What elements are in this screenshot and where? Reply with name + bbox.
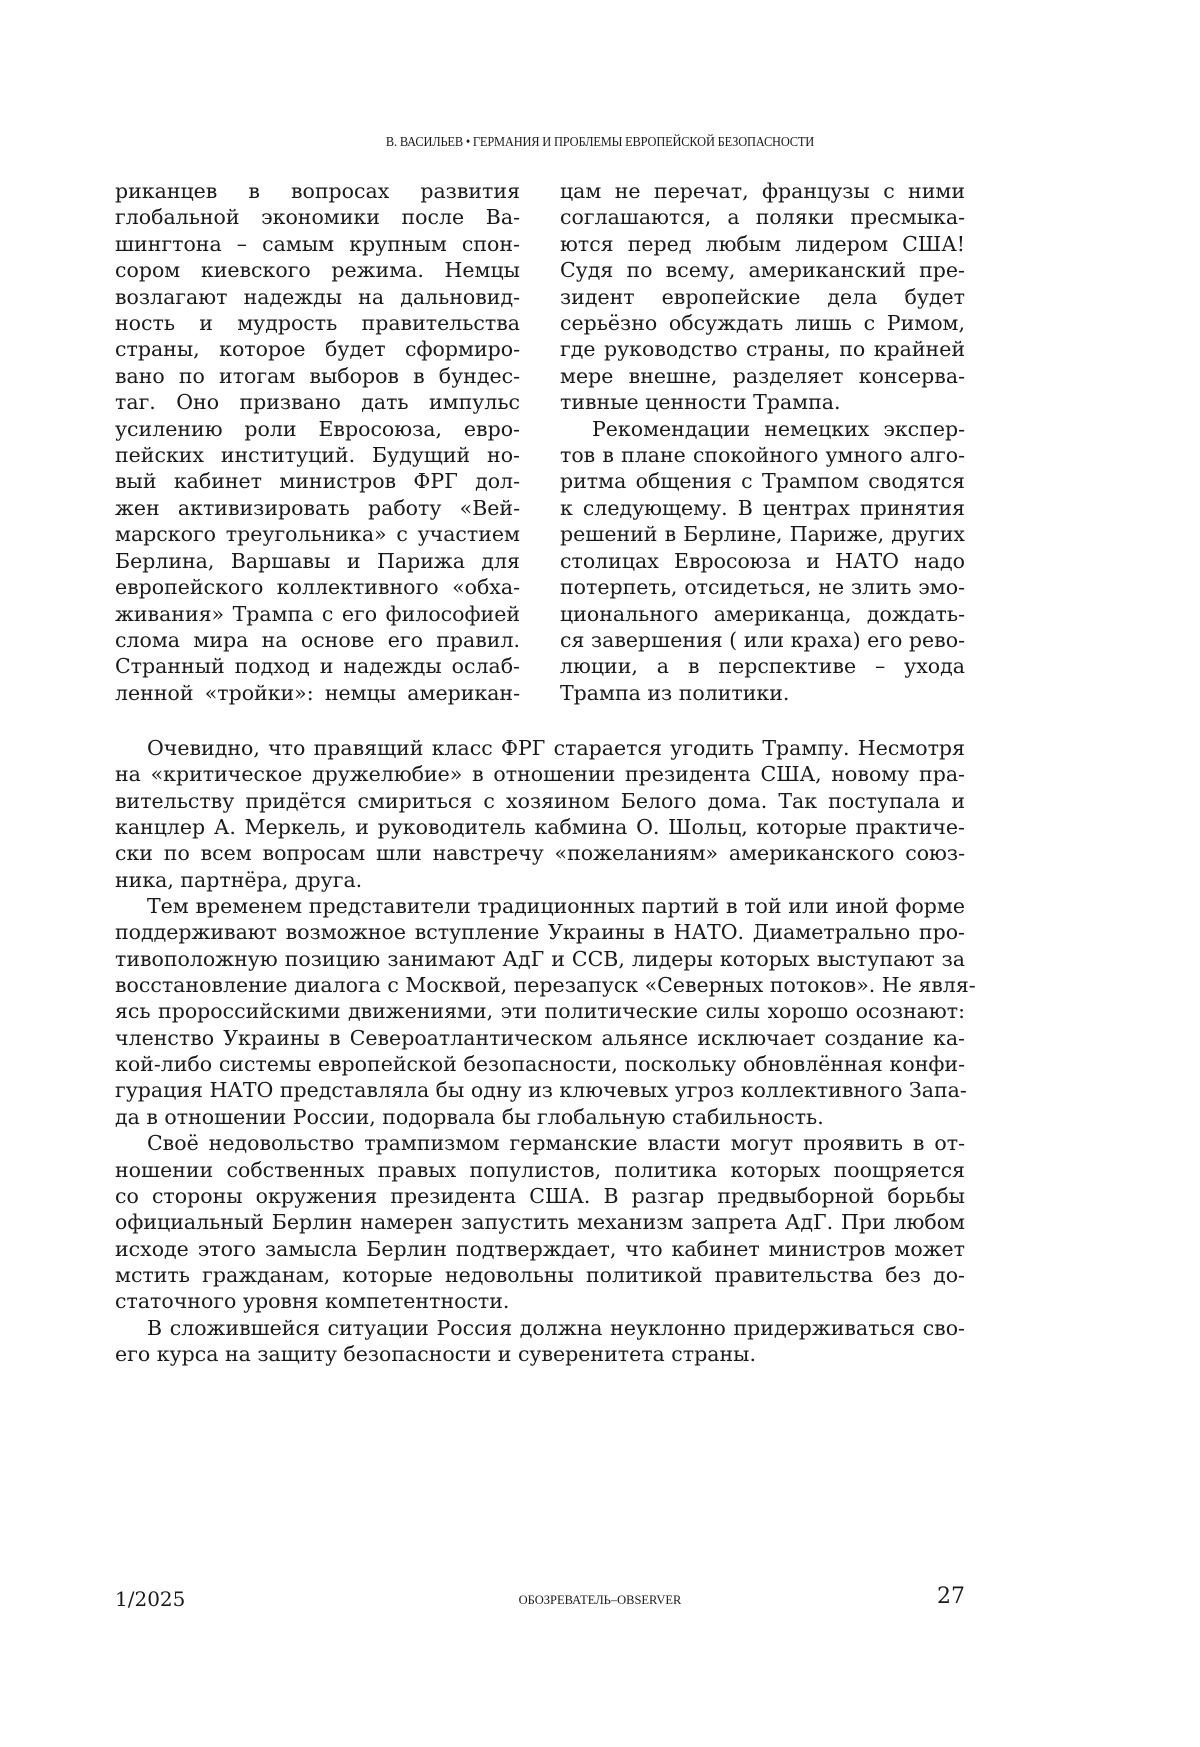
text-line: таг. Оно призвано дать импульс	[115, 389, 520, 415]
text-line: жен активизировать работу «Вей-	[115, 495, 520, 521]
text-line: к следующему. В центрах принятия	[560, 495, 965, 521]
text-line: соглашаются, а поляки пресмыка-	[560, 204, 965, 230]
text-line: риканцев в вопросах развития	[115, 178, 520, 204]
text-line: серьёзно обсуждать лишь с Римом,	[560, 310, 965, 336]
text-line: вано по итогам выборов в бундес-	[115, 363, 520, 389]
text-line: ционального американца, дождать-	[560, 601, 965, 627]
paragraph	[115, 893, 965, 1130]
text-line: тивоположную позицию занимают АдГ и ССВ, лидеры которых выступают за	[115, 946, 965, 972]
text-line: живания» Трампа с его философией	[115, 601, 520, 627]
text-line: на «критическое дружелюбие» в отношении президента США, новому пра-	[115, 761, 965, 787]
text-line: ся завершения ( или краха) его рево-	[560, 627, 965, 653]
text-line: ясь пророссийскими движениями, эти политические силы хорошо осознают:	[115, 998, 965, 1024]
text-line: Берлина, Варшавы и Парижа для	[115, 548, 520, 574]
text-line: где руководство страны, по крайней	[560, 336, 965, 362]
text-line: пейских институций. Будущий но-	[115, 442, 520, 468]
text-line: Тем временем представители традиционных партий в той или иной форме	[115, 893, 965, 919]
text-line: канцлер А. Меркель, и руководитель кабмина О. Шольц, которые практиче-	[115, 814, 965, 840]
text-line: поддерживают возможное вступление Украины в НАТО. Диаметрально про-	[115, 919, 965, 945]
text-line: Рекомендации немецких экспер-	[560, 416, 965, 442]
text-line: ритма общения с Трампом сводятся	[560, 468, 965, 494]
text-line: Странный подход и надежды ослаб-	[115, 653, 520, 679]
running-head: В. ВАСИЛЬЕВ • ГЕРМАНИЯ И ПРОБЛЕМЫ ЕВРОПЕЙСКОЙ БЕЗОПАСНОСТИ	[48, 134, 1152, 150]
page-number: 27	[937, 1584, 965, 1609]
text-line: глобальной экономики после Ва-	[115, 204, 520, 230]
text-line: членство Украины в Североатлантическом альянсе исключает создание ка-	[115, 1025, 965, 1051]
text-line: В сложившейся ситуации Россия должна неуклонно придерживаться сво-	[115, 1315, 965, 1341]
text-line: Своё недовольство трампизмом германские власти могут проявить в от-	[115, 1130, 965, 1156]
text-line: вый кабинет министров ФРГ дол-	[115, 468, 520, 494]
text-line: ность и мудрость правительства	[115, 310, 520, 336]
text-line: вительству придётся смириться с хозяином Белого дома. Так поступала и	[115, 788, 965, 814]
text-line: тивные ценности Трампа.	[560, 389, 965, 415]
paragraph	[560, 178, 965, 416]
text-line: тов в плане спокойного умного алго-	[560, 442, 965, 468]
paragraph	[115, 1130, 965, 1314]
right-column	[560, 178, 965, 706]
text-line: Трампа из политики.	[560, 680, 965, 706]
text-line: статочного уровня компетентности.	[115, 1288, 965, 1314]
text-line: зидент европейские дела будет	[560, 284, 965, 310]
text-line: Судя по всему, американский пре-	[560, 257, 965, 283]
text-line: да в отношении России, подорвала бы глобальную стабильность.	[115, 1104, 965, 1130]
text-line: ника, партнёра, друга.	[115, 867, 965, 893]
paragraph	[560, 416, 965, 706]
text-line: официальный Берлин намерен запустить механизм запрета АдГ. При любом	[115, 1209, 965, 1235]
text-line: ношении собственных правых популистов, политика которых поощряется	[115, 1157, 965, 1183]
text-line: ленной «тройки»: немцы американ-	[115, 680, 520, 706]
text-line: ются перед любым лидером США!	[560, 231, 965, 257]
issue-number: 1/2025	[115, 1587, 185, 1611]
text-line: люции, а в перспективе – ухода	[560, 653, 965, 679]
text-line: кой-либо системы европейской безопасности, поскольку обновлённая конфи-	[115, 1051, 965, 1077]
paragraph	[115, 178, 520, 706]
text-line: марского треугольника» с участием	[115, 521, 520, 547]
text-line: со стороны окружения президента США. В разгар предвыборной борьбы	[115, 1183, 965, 1209]
journal-name: ОБОЗРЕВАТЕЛЬ–OBSERVER	[0, 1593, 1200, 1608]
text-line: возлагают надежды на дальновид-	[115, 284, 520, 310]
text-line: мере внешне, разделяет консерва-	[560, 363, 965, 389]
text-line: Очевидно, что правящий класс ФРГ старается угодить Трампу. Несмотря	[115, 735, 965, 761]
text-line: гурация НАТО представляла бы одну из ключевых угроз коллективного Запа-	[115, 1077, 965, 1103]
text-line: мстить гражданам, которые недовольны политикой правительства без до-	[115, 1262, 965, 1288]
text-line: слома мира на основе его правил.	[115, 627, 520, 653]
text-line: усилению роли Евросоюза, евро-	[115, 416, 520, 442]
body-text	[115, 735, 965, 1367]
text-line: шингтона – самым крупным спон-	[115, 231, 520, 257]
text-line: восстановление диалога с Москвой, перезапуск «Северных потоков». Не явля-	[115, 972, 965, 998]
text-line: исходе этого замысла Берлин подтверждает, что кабинет министров может	[115, 1236, 965, 1262]
text-line: ски по всем вопросам шли навстречу «пожеланиям» американского союз-	[115, 840, 965, 866]
left-column	[115, 178, 520, 706]
paragraph	[115, 735, 965, 893]
text-line: страны, которое будет сформиро-	[115, 336, 520, 362]
text-line: сором киевского режима. Немцы	[115, 257, 520, 283]
text-line: его курса на защиту безопасности и суверенитета страны.	[115, 1341, 965, 1367]
text-line: потерпеть, отсидеться, не злить эмо-	[560, 574, 965, 600]
text-line: столицах Евросоюза и НАТО надо	[560, 548, 965, 574]
text-line: решений в Берлине, Париже, других	[560, 521, 965, 547]
text-line: европейского коллективного «обха-	[115, 574, 520, 600]
paragraph	[115, 1315, 965, 1368]
text-line: цам не перечат, французы с ними	[560, 178, 965, 204]
